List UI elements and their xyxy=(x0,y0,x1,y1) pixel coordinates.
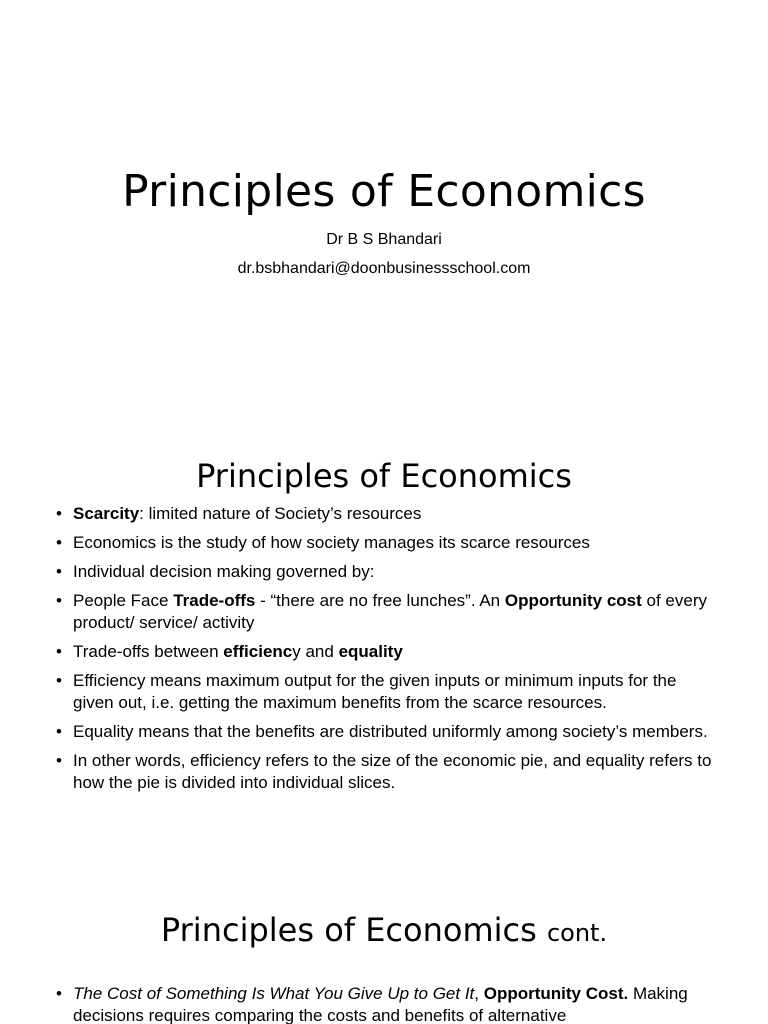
bullet-text: - “there are no free lunches”. An xyxy=(255,591,505,610)
bullet-dot: • xyxy=(56,504,62,523)
bullet-dot: • xyxy=(56,533,62,552)
bullet-text: Economics is the study of how society manages its scarce resources xyxy=(73,533,590,552)
bullet-text: People Face xyxy=(73,591,174,610)
author-email: dr.bsbhandari@doonbusinessschool.com xyxy=(237,260,531,277)
bullet-dot: • xyxy=(56,591,62,610)
bullet-dot: • xyxy=(56,642,62,661)
bullet-item-scarcity xyxy=(56,503,720,525)
slide-title-text: Principles of Economics xyxy=(160,911,537,949)
bullet-text: Equality means that the benefits are distributed uniformly among society’s members. xyxy=(73,722,708,741)
term-equality: equality xyxy=(338,642,403,661)
term-trade-offs: Trade-offs xyxy=(173,591,256,610)
bullet-text: : limited nature of Society’s resources xyxy=(139,504,422,523)
bullet-text: In other words, efficiency refers to the size of the economic pie, and equality refers to how the pie is divided into individual slices. xyxy=(73,751,712,792)
bullet-item-decision-making xyxy=(56,561,720,583)
term-opportunity-cost: Opportunity cost xyxy=(504,591,642,610)
quote-cost-of-something: The Cost of Something Is What You Give Up to Get It xyxy=(73,984,475,1003)
slide-title-suffix: cont. xyxy=(546,919,608,947)
content-slide-principles-cont xyxy=(0,880,768,1024)
slide-title xyxy=(0,910,768,953)
bullet-text: y and xyxy=(292,642,339,661)
bullet-dot: • xyxy=(56,671,62,690)
bullet-item-economic-pie xyxy=(56,750,720,794)
slide-title: Principles of Economics xyxy=(196,457,572,495)
bullet-item-cost-of-something xyxy=(56,983,720,1024)
bullet-text: Making decisions requires comparing the costs and benefits of alternative xyxy=(73,984,688,1024)
term-efficiency: efficienc xyxy=(223,642,293,661)
bullet-text: Trade-offs between xyxy=(73,642,224,661)
bullet-text: , xyxy=(474,984,484,1003)
bullet-text: Individual decision making governed by: xyxy=(73,562,375,581)
author-name: Dr B S Bhandari xyxy=(326,231,442,248)
bullet-dot: • xyxy=(56,562,62,581)
bullet-text: of every product/ service/ activity xyxy=(73,591,707,632)
bullet-item-efficiency-definition xyxy=(56,670,720,714)
bullet-item-trade-offs xyxy=(56,590,720,634)
bullet-dot: • xyxy=(56,984,62,1003)
bullet-item-equality-definition xyxy=(56,721,720,743)
term-opportunity-cost: Opportunity Cost. xyxy=(483,984,629,1003)
term-scarcity: Scarcity xyxy=(73,504,140,523)
bullet-dot: • xyxy=(56,722,62,741)
bullet-text: Efficiency means maximum output for the given inputs or minimum inputs for the given out, i.e. getting the maximum benefits from the scarce resources. xyxy=(73,671,677,712)
title-slide xyxy=(0,0,768,384)
bullet-item-economics-definition xyxy=(56,532,720,554)
bullet-item-efficiency-equality xyxy=(56,641,720,663)
slide-title: Principles of Economics xyxy=(122,166,646,217)
bullet-list xyxy=(56,503,720,801)
bullet-list xyxy=(56,983,720,1024)
bullet-dot: • xyxy=(56,751,62,770)
content-slide-principles xyxy=(0,432,768,832)
